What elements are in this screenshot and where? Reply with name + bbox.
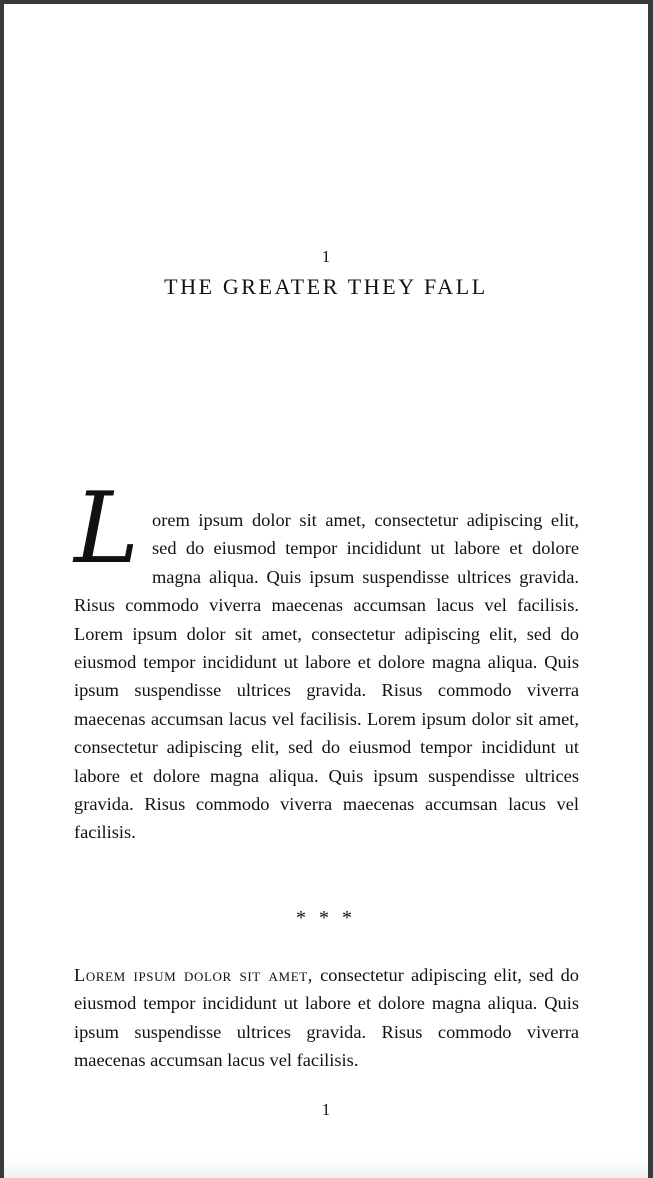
chapter-title: THE GREATER THEY FALL [164, 274, 488, 299]
paragraph-1 [74, 472, 579, 847]
paragraph-2-text: consectetur adipiscing elit, sed do eiusmod tempor incididunt ut labore et dolore magna aliqua. Quis ipsum suspendisse ultrices gravida. Risus commodo viverra maecenas accumsan lacus vel facilisis. [74, 965, 579, 1071]
book-page [4, 4, 648, 1178]
page-number: 1 [321, 1100, 331, 1119]
paragraph-2-lead-in: Lorem ipsum dolor sit amet, [74, 965, 313, 985]
paragraph-1-text: orem ipsum dolor sit amet, consectetur adipiscing elit, sed do eiusmod tempor incididunt ut labore et dolore magna aliqua. Quis ipsum suspendisse ultrices gravida. Risus commodo viverra maecenas accumsan lacus vel facilisis. Lorem ipsum dolor sit amet, consectetur adipiscing elit, sed do eiusmod tempor incididunt ut labore et dolore magna aliqua. Quis ipsum suspendisse ultrices gravida. Risus commodo viverra maecenas accumsan lacus vel facilisis. Lorem ipsum dolor sit amet, consectetur adipiscing elit, sed do eiusmod tempor incididunt ut labore et dolore magna aliqua. Quis ipsum suspendisse ultrices gravida. Risus commodo viverra maecenas accumsan lacus vel facilisis. [74, 510, 579, 843]
drop-cap: L [74, 472, 140, 586]
page-bottom-shadow [4, 1158, 648, 1178]
chapter-number: 1 [321, 247, 331, 266]
paragraph-2 [74, 961, 579, 1075]
scene-break: * * * [296, 907, 356, 929]
